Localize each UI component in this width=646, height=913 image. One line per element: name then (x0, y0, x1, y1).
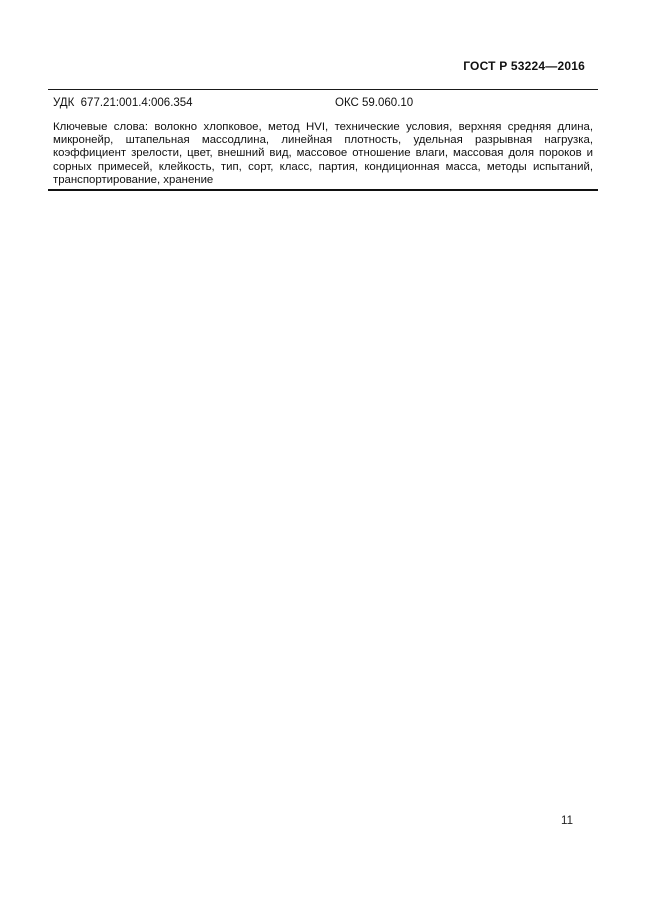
page-number: 11 (561, 815, 573, 827)
footer-divider-line (48, 189, 598, 191)
keywords-paragraph: Ключевые слова: волокно хлопковое, метод HVI, технические условия, верхняя средняя длина, микронейр, штапельная массодлина, линейная плотность, удельная разрывная нагрузка, коэффициент зрелости, цвет, внешний вид, массовое отношение влаги, массовая доля пороков и сорных примесей, клейкость, тип, сорт, класс, партия, кондиционная масса, методы испытаний, транспортирование, хранение (53, 121, 593, 186)
oks-code: ОКС 59.060.10 (335, 97, 414, 109)
doc-code-header: ГОСТ Р 53224—2016 (463, 59, 585, 73)
header-divider-line (48, 89, 598, 90)
udk-code: УДК 677.21:001.4:006.354 (53, 97, 193, 109)
